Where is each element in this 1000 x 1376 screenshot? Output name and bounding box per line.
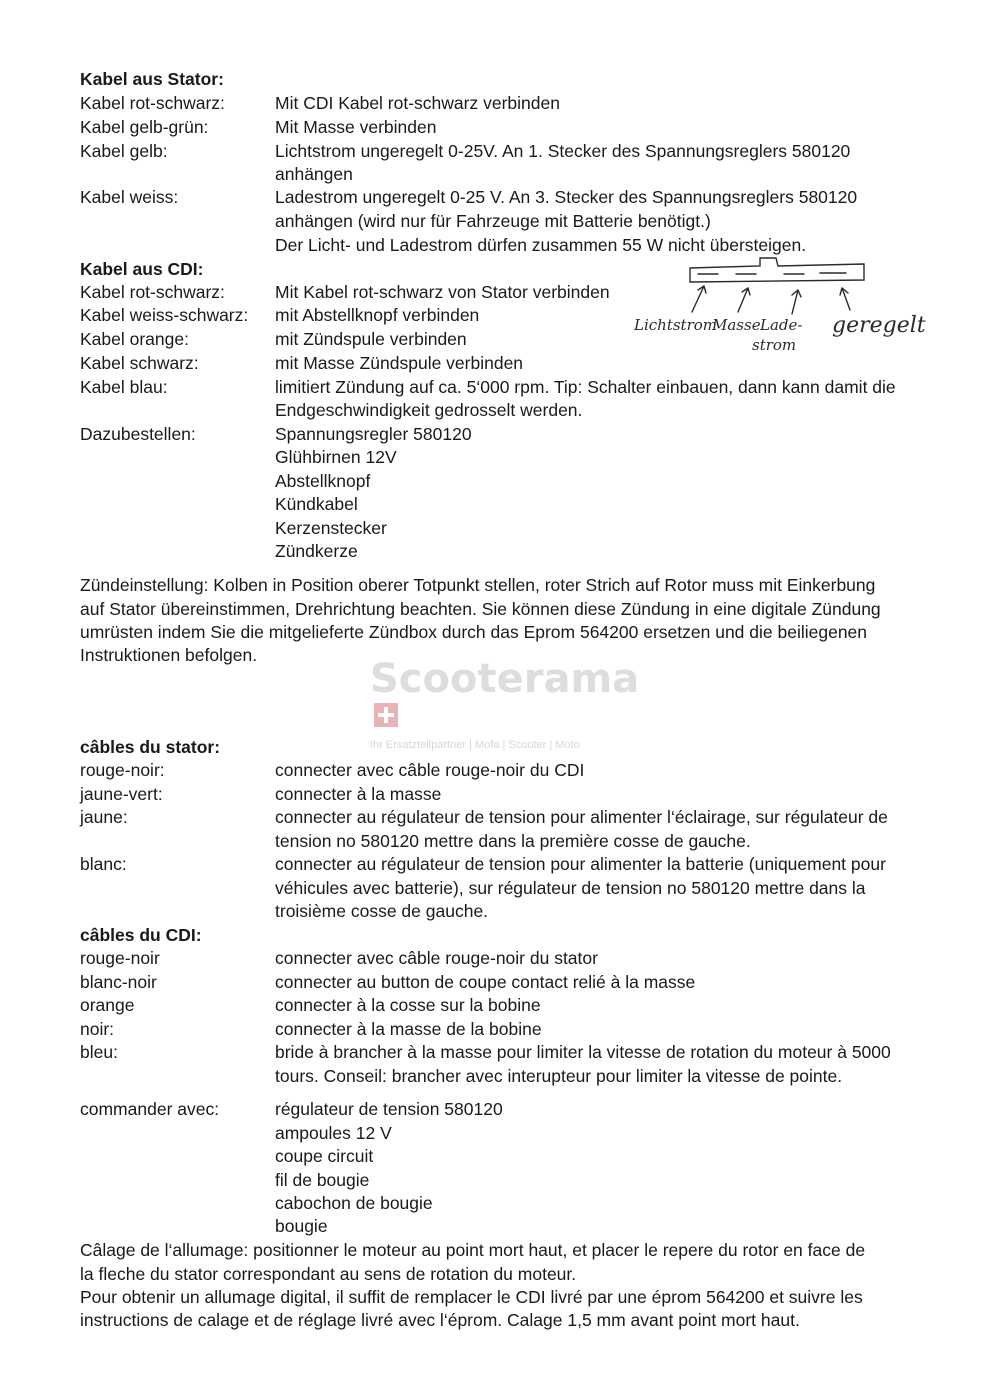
de-stator-label-2: Kabel gelb-grün:: [80, 117, 209, 137]
fr-stator-value-2: connecter à la masse: [275, 784, 442, 804]
de-cdi-label-4: Kabel schwarz:: [80, 353, 199, 373]
de-cdi-value-5a: limitiert Zündung auf ca. 5‘000 rpm. Tip: Schalter einbauen, dann kann damit die: [275, 377, 896, 397]
swiss-cross-icon: [374, 703, 398, 727]
hand-label-lade: Lade-: [760, 316, 803, 334]
de-cdi-value-4: mit Masse Zündspule verbinden: [275, 353, 524, 373]
fr-cdi-value-5b: tours. Conseil: brancher avec interupteur pour limiter la vitesse de pointe.: [275, 1066, 843, 1086]
de-ignition-line-2: auf Stator übereinstimmen, Drehrichtung beachten. Sie können diese Zündung in eine digitale Zündung: [80, 599, 881, 619]
fr-timing-line-2: la fleche du stator correspondant au sens de rotation du moteur.: [80, 1264, 577, 1284]
de-stator-value-2: Mit Masse verbinden: [275, 117, 437, 137]
de-cdi-label-1: Kabel rot-schwarz:: [80, 282, 225, 302]
de-order-item-1: Spannungsregler 580120: [275, 424, 472, 444]
de-stator-label-1: Kabel rot-schwarz:: [80, 93, 225, 113]
de-stator-value-4c: Der Licht- und Ladestrom dürfen zusammen 55 W nicht übersteigen.: [275, 235, 807, 255]
fr-stator-value-3a: connecter au régulateur de tension pour alimenter l‘éclairage, sur régulateur de: [275, 807, 888, 827]
fr-order-item-4: fil de bougie: [275, 1170, 370, 1190]
de-stator-value-3a: Lichtstrom ungeregelt 0-25V. An 1. Stecker des Spannungsreglers 580120: [275, 141, 851, 161]
de-ignition-line-1: Zündeinstellung: Kolben in Position oberer Totpunkt stellen, roter Strich auf Rotor muss mit Einkerbung: [80, 575, 876, 595]
de-ignition-line-3: umrüsten indem Sie die mitgelieferte Zündbox durch das Eprom 564200 ersetzen und die beiliegenen: [80, 622, 868, 642]
de-stator-value-1: Mit CDI Kabel rot-schwarz verbinden: [275, 93, 560, 113]
de-stator-value-4a: Ladestrom ungeregelt 0-25 V. An 3. Stecker des Spannungsreglers 580120: [275, 187, 858, 207]
hand-label-lichtstrom: Lichtstrom: [634, 316, 717, 334]
de-order-label: Dazubestellen:: [80, 424, 196, 444]
fr-cdi-label-3: orange: [80, 995, 135, 1015]
fr-stator-heading: câbles du stator:: [80, 737, 221, 757]
fr-cdi-label-2: blanc-noir: [80, 972, 157, 992]
scooterama-watermark: [370, 655, 640, 751]
de-cdi-value-3: mit Zündspule verbinden: [275, 329, 467, 349]
hand-label-geregelt: geregelt: [832, 313, 926, 338]
hand-label-strom: strom: [752, 336, 797, 354]
fr-stator-label-3: jaune:: [80, 807, 128, 827]
de-stator-value-3b: anhängen: [275, 164, 353, 184]
connector-sketch: [620, 250, 940, 360]
watermark-tagline: Ihr Ersatzteilpartner | Mofa | Scooter | Moto: [370, 739, 580, 751]
de-cdi-label-5: Kabel blau:: [80, 377, 168, 397]
fr-cdi-value-5a: bride à brancher à la masse pour limiter la vitesse de rotation du moteur à 5000: [275, 1042, 891, 1062]
de-cdi-label-3: Kabel orange:: [80, 329, 189, 349]
fr-stator-value-4c: troisième cosse de gauche.: [275, 901, 489, 921]
fr-cdi-label-1: rouge-noir: [80, 948, 160, 968]
fr-cdi-label-5: bleu:: [80, 1042, 118, 1062]
de-cdi-value-5b: Endgeschwindigkeit gedrosselt werden.: [275, 400, 583, 420]
de-cdi-heading: Kabel aus CDI:: [80, 259, 204, 279]
de-cdi-value-2: mit Abstellknopf verbinden: [275, 305, 480, 325]
fr-cdi-value-3: connecter à la cosse sur la bobine: [275, 995, 541, 1015]
fr-stator-value-4a: connecter au régulateur de tension pour alimenter la batterie (uniquement pour: [275, 854, 886, 874]
fr-cdi-heading: câbles du CDI:: [80, 925, 202, 945]
de-stator-value-4b: anhängen (wird nur für Fahrzeuge mit Batterie benötigt.): [275, 211, 711, 231]
de-order-item-5: Kerzenstecker: [275, 518, 387, 538]
hand-label-masse: Masse: [712, 316, 761, 334]
de-stator-label-3: Kabel gelb:: [80, 141, 168, 161]
fr-stator-label-1: rouge-noir:: [80, 760, 165, 780]
de-cdi-value-1: Mit Kabel rot-schwarz von Stator verbinden: [275, 282, 610, 302]
fr-stator-label-2: jaune-vert:: [80, 784, 163, 804]
de-order-item-6: Zündkerze: [275, 541, 358, 561]
watermark-name: Scooterama: [370, 656, 640, 702]
fr-order-label: commander avec:: [80, 1099, 220, 1119]
fr-timing-line-1: Câlage de l‘allumage: positionner le moteur au point mort haut, et placer le repere du rotor en face de: [80, 1240, 866, 1260]
fr-timing-line-3: Pour obtenir un allumage digital, il suffit de remplacer le CDI livré par une éprom 564200 et suivre les: [80, 1287, 863, 1307]
de-order-item-4: Kündkabel: [275, 494, 358, 514]
de-order-item-2: Glühbirnen 12V: [275, 447, 397, 467]
fr-order-item-2: ampoules 12 V: [275, 1123, 392, 1143]
de-ignition-line-4: Instruktionen befolgen.: [80, 645, 258, 665]
fr-stator-label-4: blanc:: [80, 854, 127, 874]
fr-order-item-6: bougie: [275, 1216, 328, 1236]
fr-cdi-value-2: connecter au button de coupe contact relié à la masse: [275, 972, 696, 992]
fr-order-item-3: coupe circuit: [275, 1146, 374, 1166]
fr-order-item-1: régulateur de tension 580120: [275, 1099, 503, 1119]
fr-stator-value-1: connecter avec câble rouge-noir du CDI: [275, 760, 585, 780]
de-order-item-3: Abstellknopf: [275, 471, 371, 491]
de-stator-label-4: Kabel weiss:: [80, 187, 179, 207]
fr-cdi-value-4: connecter à la masse de la bobine: [275, 1019, 542, 1039]
fr-timing-line-4: instructions de calage et de réglage livré avec l‘éprom. Calage 1,5 mm avant point mort haut.: [80, 1310, 800, 1330]
fr-stator-value-3b: tension no 580120 mettre dans la première cosse de gauche.: [275, 831, 751, 851]
de-stator-heading: Kabel aus Stator:: [80, 69, 224, 89]
fr-order-item-5: cabochon de bougie: [275, 1193, 433, 1213]
regulator-outline: [690, 258, 864, 282]
fr-cdi-label-4: noir:: [80, 1019, 115, 1039]
fr-stator-value-4b: véhicules avec batterie), sur régulateur de tension no 580120 mettre dans la: [275, 878, 866, 898]
fr-cdi-value-1: connecter avec câble rouge-noir du stator: [275, 948, 598, 968]
de-cdi-label-2: Kabel weiss-schwarz:: [80, 305, 249, 325]
